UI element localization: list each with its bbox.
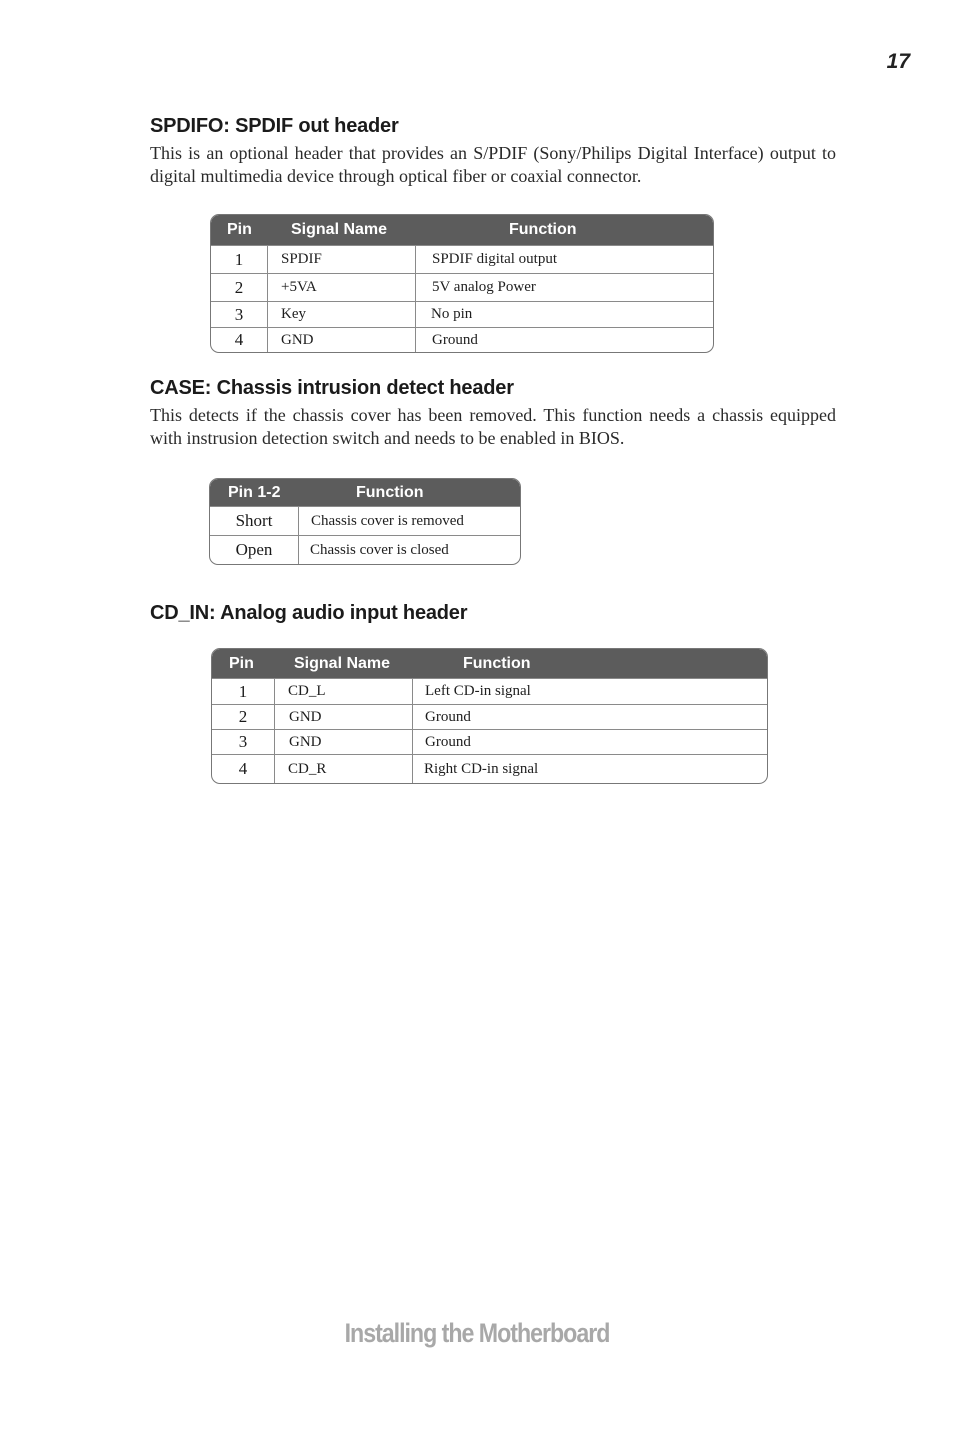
pin-cell: 4 (234, 330, 244, 349)
header-function: Function (463, 654, 531, 672)
signal-cell: GND (274, 730, 412, 754)
header-function: Function (356, 483, 424, 501)
case-heading: CASE: Chassis intrusion detect header (150, 377, 514, 399)
signal-cell: Key (267, 302, 415, 327)
pin-cell: 2 (238, 707, 248, 726)
function-cell: Left CD-in signal (412, 679, 767, 704)
state-cell: Open (235, 540, 273, 559)
table-row (211, 327, 713, 352)
table-header (211, 215, 713, 245)
table-row (211, 301, 713, 327)
header-signal-name: Signal Name (294, 654, 391, 672)
page-number: 17 (886, 50, 910, 73)
signal-cell: GND (267, 328, 415, 352)
case-table (209, 478, 521, 565)
spdif-table (210, 214, 714, 353)
pin-cell: 3 (238, 732, 248, 751)
table-header (210, 479, 520, 506)
table-row (212, 729, 767, 754)
pin-cell: 2 (234, 277, 244, 297)
spdif-description: This is an optional header that provides an S/PDIF (Sony/Philips Digital Interface) output to digital multimedia device through optical fiber or coaxial connector. (150, 143, 836, 186)
footer-title: Installing the Motherboard (344, 1318, 610, 1348)
cdin-heading: CD_IN: Analog audio input header (150, 602, 468, 624)
table-row (211, 245, 713, 273)
pin-cell: 4 (238, 759, 248, 778)
table-row (212, 754, 767, 783)
pin-cell: 1 (238, 681, 248, 701)
table-row (211, 273, 713, 301)
signal-cell: GND (274, 705, 412, 729)
table-header (212, 649, 767, 678)
case-description: This detects if the chassis cover has been removed. This function needs a chassis equipped with instrusion detection switch and needs to be enabled in BIOS. (150, 405, 836, 448)
header-pin: Pin (227, 221, 252, 238)
cdin-table (211, 648, 768, 784)
table-row (210, 535, 520, 564)
function-cell: Right CD-in signal (412, 755, 767, 783)
pin-cell: 1 (234, 249, 244, 269)
spdif-heading: SPDIFO: SPDIF out header (150, 115, 399, 137)
pin-cell: 3 (234, 304, 244, 324)
cdin-section (150, 602, 836, 625)
function-cell: No pin (415, 302, 713, 327)
signal-cell: SPDIF (267, 246, 415, 273)
table-row (212, 678, 767, 704)
function-cell: Chassis cover is closed (298, 536, 520, 564)
header-function: Function (509, 221, 577, 238)
function-cell: 5V analog Power (415, 274, 713, 301)
header-signal-name: Signal Name (291, 221, 388, 238)
function-cell: Ground (412, 730, 767, 754)
signal-cell: +5VA (267, 274, 415, 301)
function-cell: SPDIF digital output (415, 246, 713, 273)
function-cell: Ground (415, 328, 713, 352)
case-section (150, 377, 836, 450)
spdif-section (150, 115, 836, 188)
signal-cell: CD_R (274, 755, 412, 783)
header-pin: Pin (229, 654, 254, 672)
table-row (210, 506, 520, 535)
table-row (212, 704, 767, 729)
header-pin: Pin 1-2 (228, 483, 281, 501)
function-cell: Chassis cover is removed (298, 507, 520, 535)
function-cell: Ground (412, 705, 767, 729)
signal-cell: CD_L (274, 679, 412, 704)
state-cell: Short (235, 511, 273, 530)
